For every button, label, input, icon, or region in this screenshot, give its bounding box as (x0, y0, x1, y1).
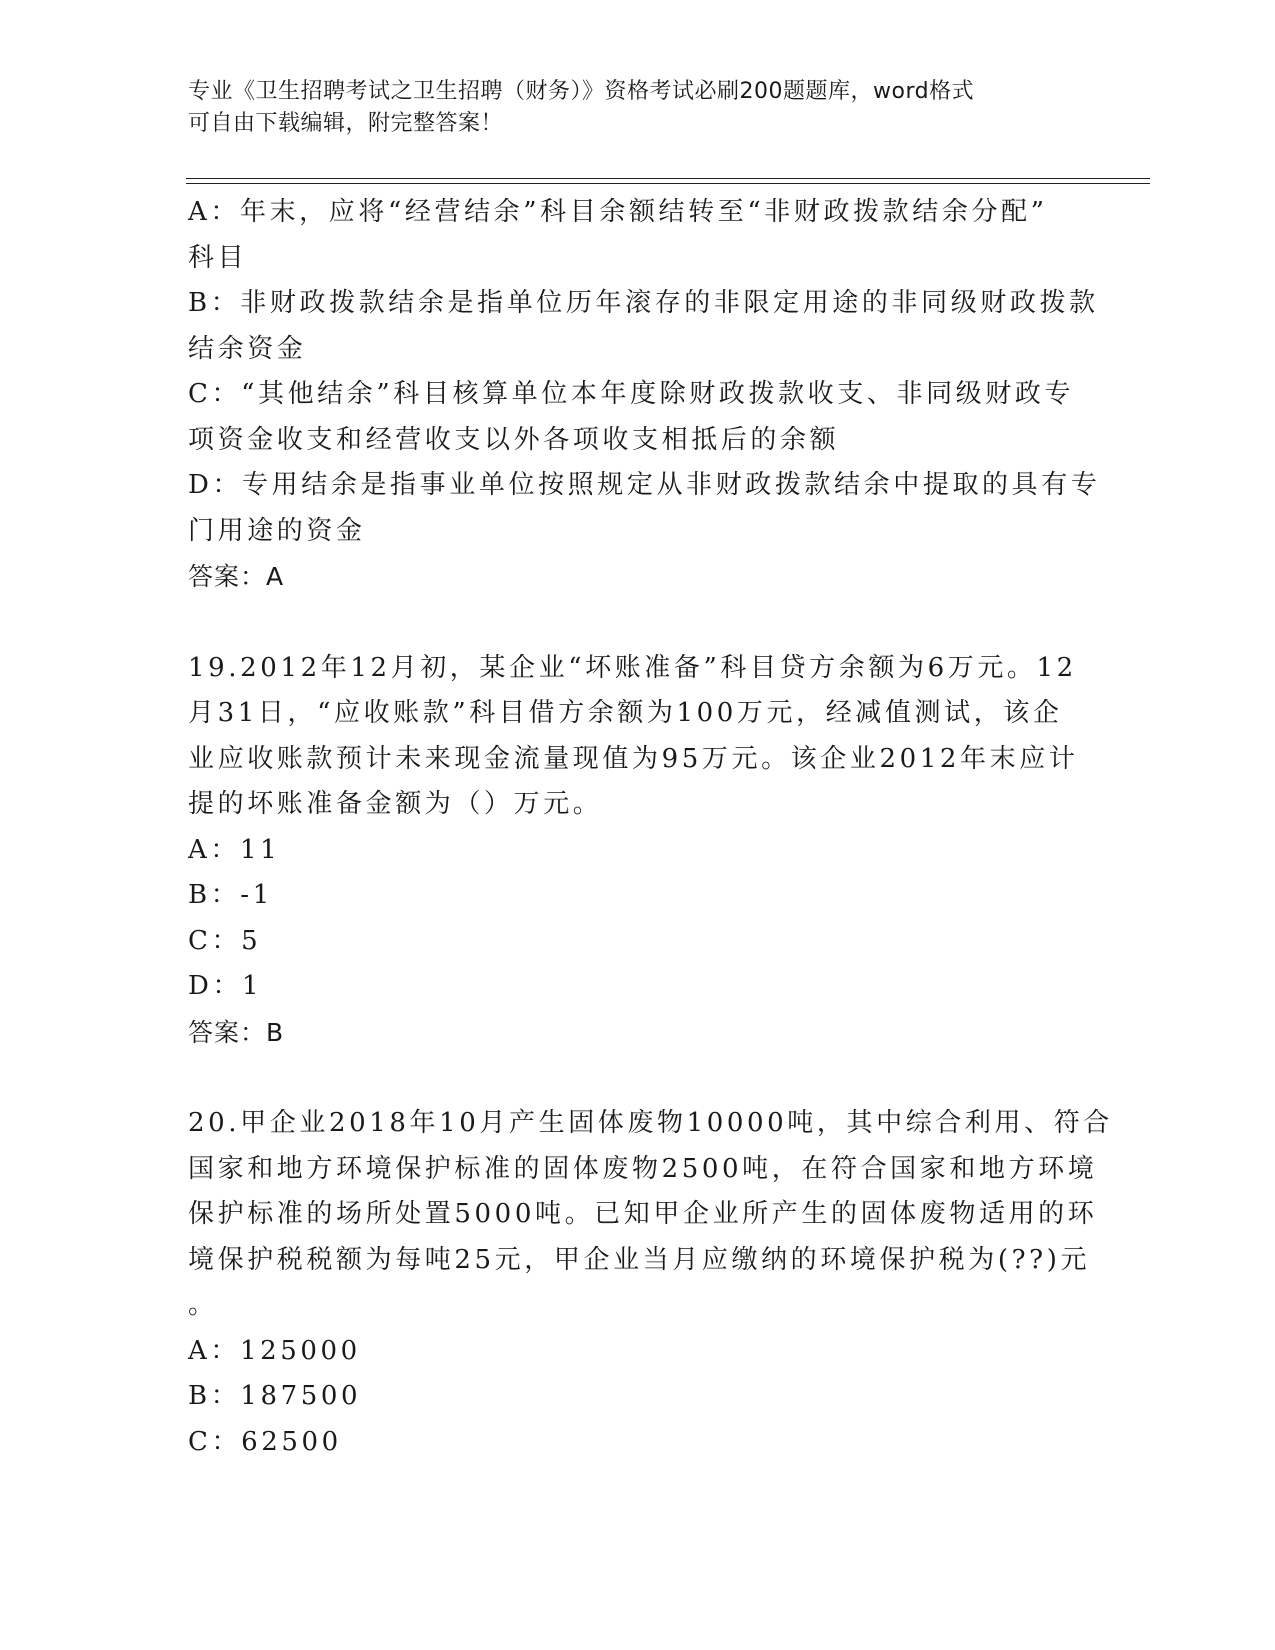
answer-label: 答案：B (188, 1017, 285, 1047)
question-spacer (188, 1055, 1088, 1101)
question-19 (188, 646, 1088, 1056)
option-d-line-2: 门用途的资金 (188, 515, 366, 546)
header-line-1: 专业《卫生招聘考试之卫生招聘（财务）》资格考试必刷200题题库，word格式 (188, 79, 975, 104)
question-stem-line: 业应收账款预计未来现金流量现值为95万元。该企业2012年末应计 (188, 743, 1079, 774)
question-20 (188, 1101, 1113, 1465)
question-stem-line: 19.2012年12月初，某企业“坏账准备”科目贷方余额为6万元。12 (188, 652, 1077, 683)
header-line-2: 可自由下载编辑，附完整答案！ (188, 111, 504, 136)
header-rule-top (186, 178, 1150, 179)
option-c (188, 372, 1088, 463)
answer-label: 答案：A (188, 562, 285, 591)
option-c-line-2: 项资金收支和经营收支以外各项收支相抵后的余额 (188, 424, 840, 455)
question-stem-line: 。 (188, 1290, 218, 1320)
option-b: B：187500 (188, 1381, 362, 1411)
option-c: C：5 (188, 925, 262, 956)
question-spacer (188, 600, 1088, 646)
question-stem-line: 保护标准的场所处置5000吨。已知甲企业所产生的固体废物适用的环 (188, 1199, 1098, 1229)
question-stem-line: 境保护税税额为每吨25元，甲企业当月应缴纳的环境保护税为(??)元 (188, 1244, 1091, 1275)
option-a-line-2: 科目 (188, 242, 248, 273)
option-d: D：1 (188, 971, 263, 1001)
question-stem-line: 月31日，“应收账款”科目借方余额为100万元，经减值测试，该企 (188, 698, 1063, 728)
option-b-line-1: B：非财政拨款结余是指单位历年滚存的非限定用途的非同级财政拨款 (188, 288, 1099, 318)
option-a-line-1: A：年末，应将“经营结余”科目余额结转至“非财政拨款结余分配” (188, 197, 1048, 227)
question-stem-line: 20.甲企业2018年10月产生固体废物10000吨，其中综合利用、符合 (188, 1108, 1113, 1138)
option-c: C：62500 (188, 1426, 342, 1457)
option-c-line-1: C：“其他结余”科目核算单位本年度除财政拨款收支、非同级财政专 (188, 379, 1075, 409)
option-d-line-1: D：专用结余是指事业单位按照规定从非财政拨款结余中提取的具有专 (188, 470, 1101, 500)
option-a (188, 190, 1088, 281)
option-b (188, 281, 1099, 372)
option-a: A：11 (188, 834, 281, 865)
option-b-line-2: 结余资金 (188, 333, 307, 364)
option-b: B：-1 (188, 880, 273, 910)
document-body (188, 190, 1113, 1465)
document-header (188, 76, 1088, 140)
question-18 (188, 190, 1101, 600)
question-stem-line: 国家和地方环境保护标准的固体废物2500吨，在符合国家和地方环境 (188, 1153, 1098, 1184)
option-d (188, 463, 1101, 554)
option-a: A：125000 (188, 1335, 361, 1366)
header-rule-bottom (186, 183, 1150, 184)
question-stem-line: 提的坏账准备金额为（）万元。 (188, 789, 603, 819)
